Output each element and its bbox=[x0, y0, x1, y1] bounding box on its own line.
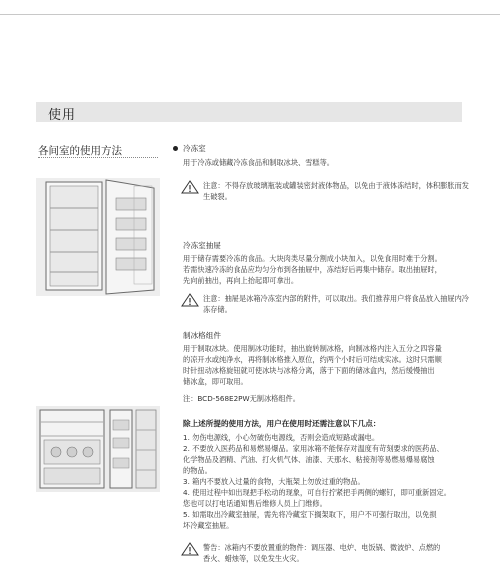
subheading: 各间室的使用方法 bbox=[38, 145, 122, 157]
text-line: 用于储存需要冷冻的食品。大块肉类尽量分割成小块加入，以免食用时难于分割。 bbox=[183, 254, 442, 263]
list-item: 2. 不要放入医药品和易燃易爆品。家用冰箱不能保存对温度有苛刻要求的医药品、 bbox=[183, 444, 444, 453]
warning-line: 香火、蜡烛等，以免发生火灾。 bbox=[203, 554, 304, 563]
extra-warning bbox=[181, 542, 476, 564]
list-item: 您也可以打电话通知售后维修人员上门维修。 bbox=[183, 499, 327, 508]
ice-note: 注：BCD-568E2PW无制冰格组件。 bbox=[183, 394, 300, 403]
ice-description bbox=[183, 343, 475, 387]
drawer-description bbox=[183, 253, 475, 286]
freezer-caution-text: 注意：不得存放玻璃瓶装或罐装密封液体物品，以免由于液体冻结时，体积膨胀而发生破裂。 bbox=[203, 181, 469, 201]
warning-icon bbox=[181, 180, 199, 194]
text-line: 用于制取冰块。使用制冰功能时，抽出旋转制冰格，向制冰格内注入五分之四容量 bbox=[183, 344, 442, 353]
warning-line: 警告：冰箱内不要放置重的物件：调压器、电炉、电饭锅、微波炉、点燃的 bbox=[203, 543, 441, 552]
list-item: 的物品。 bbox=[183, 466, 212, 475]
text-line: 储冰盒，即可取用。 bbox=[183, 377, 248, 386]
extra-warning-text bbox=[203, 542, 475, 564]
fridge-illustration bbox=[36, 406, 160, 492]
ice-title: 制冰格组件 bbox=[183, 331, 221, 340]
freezer-caution bbox=[181, 180, 471, 202]
warning-icon bbox=[181, 542, 199, 556]
list-item: 5. 如需取出冷藏室抽屉，需先将冷藏室下搁架取下，用户不可强行取出，以免损 bbox=[183, 510, 437, 519]
section-header-bar bbox=[36, 102, 462, 122]
freezer-illustration bbox=[36, 178, 160, 296]
freezer-description: 用于冷冻或储藏冷冻食品和制取冰块、雪糕等。 bbox=[183, 158, 334, 167]
text-line: 的凉开水或纯净水，再将制冰格推入原位，约两个小时后可结成实冰。这时只需顺 bbox=[183, 355, 442, 364]
text-line: 时针扭动冰格旋钮就可使冰块与冰格分离，落于下面的储冰盒内，然后缓慢抽出 bbox=[183, 366, 435, 375]
top-rule bbox=[0, 14, 500, 15]
section-title: 使用 bbox=[48, 108, 77, 123]
warning-icon bbox=[181, 293, 199, 307]
extra-list bbox=[183, 432, 478, 531]
subheading-divider bbox=[38, 157, 158, 158]
bullet-icon bbox=[173, 146, 178, 151]
list-item: 3. 箱内不要放入过量的食物，大瓶架上勿放过重的物品。 bbox=[183, 477, 365, 486]
list-item: 坏冷藏室抽屉。 bbox=[183, 521, 234, 530]
list-item: 1. 勿伤电源线，小心勿破伤电源线，否则会造成短路或漏电。 bbox=[183, 433, 380, 442]
text-line: 若需快速冷冻的食品应均匀分布到各抽屉中，冻结好后再集中储存。取出抽屉时， bbox=[183, 265, 442, 274]
drawer-title: 冷冻室抽屉 bbox=[183, 241, 221, 250]
text-line: 先向前抽出，再向上抬起即可拿出。 bbox=[183, 276, 299, 285]
list-item: 4. 使用过程中如出现把手松动的现象，可自行拧紧把手两侧的螺钉，即可重新固定。 bbox=[183, 488, 451, 497]
list-item: 化学物品及酒精、汽油、打火机气体、油漆、天那水、粘接剂等易燃易爆易腐蚀 bbox=[183, 455, 435, 464]
drawer-caution bbox=[181, 293, 471, 315]
extra-title: 除上述所提的使用方法，用户在使用时还需注意以下几点： bbox=[183, 419, 381, 428]
freezer-title: 冷冻室 bbox=[183, 144, 206, 153]
drawer-caution-text: 注意：抽屉是冰箱冷冻室内部的附件，可以取出。我们推荐用户将食品放入抽屉内冷冻存储。 bbox=[203, 294, 469, 314]
